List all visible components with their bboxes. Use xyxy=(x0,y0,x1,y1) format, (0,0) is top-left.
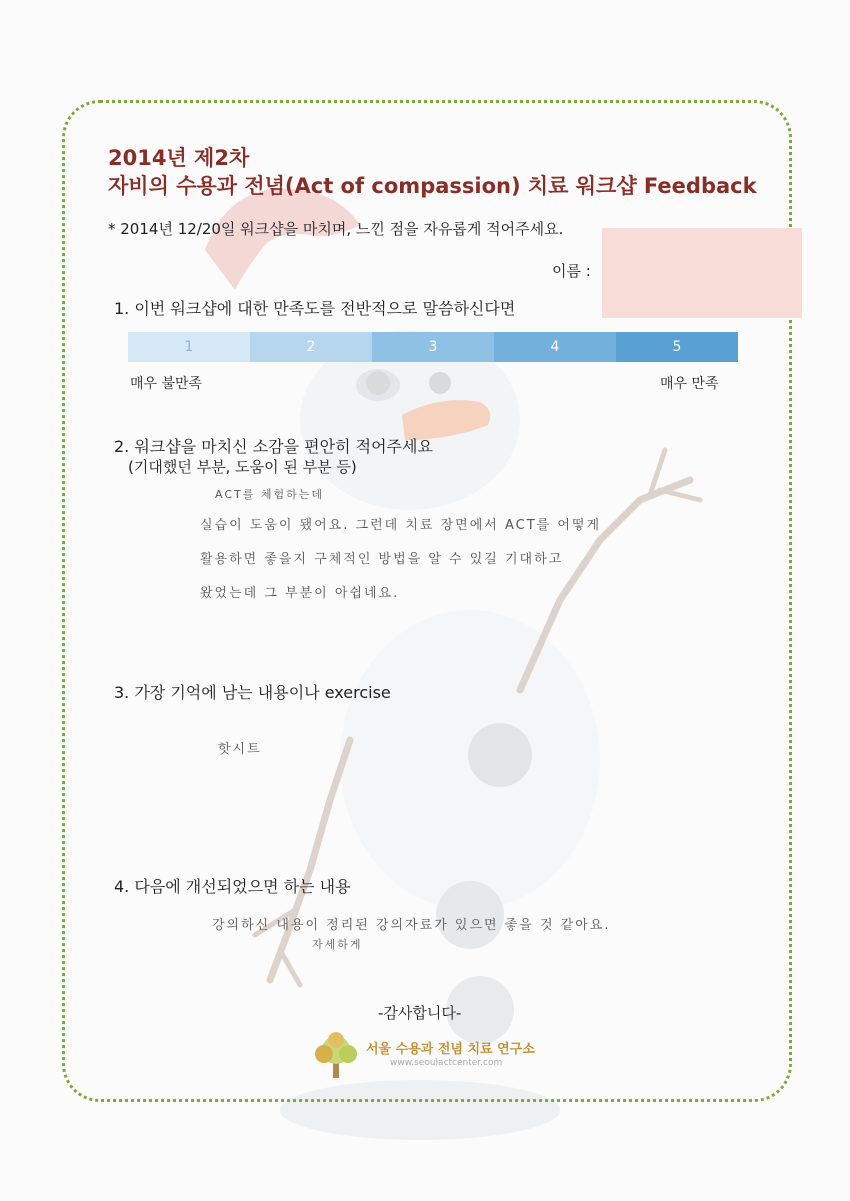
scale-option-4: 4 xyxy=(494,332,616,362)
scale-option-2: 2 xyxy=(250,332,372,362)
scale-right-label: 매우 만족 xyxy=(660,376,719,392)
name-label: 이름 : xyxy=(552,262,591,280)
question-4: 4. 다음에 개선되었으면 하는 내용 xyxy=(114,877,351,896)
scale-option-3: 3 xyxy=(372,332,494,362)
organization-name: 서울 수용과 전념 치료 연구소 xyxy=(366,1042,535,1057)
handwritten-answer-2-line2: 활용하면 좋을지 구체적인 방법을 알 수 있길 기대하고 xyxy=(200,552,564,567)
handwritten-answer-2-line3: 왔었는데 그 부분이 아쉽네요. xyxy=(200,586,400,601)
thank-you-text: -감사합니다- xyxy=(378,1004,462,1022)
satisfaction-scale xyxy=(128,332,738,362)
handwritten-answer-3: 핫시트 xyxy=(218,742,262,757)
handwritten-answer-4-insert: 자세하게 xyxy=(312,938,363,951)
question-2: 2. 워크샵을 마치신 소감을 편안히 적어주세요 xyxy=(114,437,433,456)
form-title-line2: 자비의 수용과 전념(Act of compassion) 치료 워크샵 Feedback xyxy=(108,174,757,198)
question-1: 1. 이번 워크샵에 대한 만족도를 전반적으로 말씀하신다면 xyxy=(114,299,516,318)
name-redaction-box xyxy=(602,228,802,318)
scale-option-5: 5 xyxy=(616,332,738,362)
form-instructions: * 2014년 12/20일 워크샵을 마치며, 느낀 점을 자유롭게 적어주세요. xyxy=(108,220,564,238)
question-3: 3. 가장 기억에 남는 내용이나 exercise xyxy=(114,683,391,702)
handwritten-answer-2-line1: 실습이 도움이 됐어요. 그런데 치료 장면에서 ACT를 어떻게 xyxy=(200,518,602,533)
form-title-line1: 2014년 제2차 xyxy=(108,146,250,170)
scale-left-label: 매우 불만족 xyxy=(130,376,203,392)
question-2-hint: (기대했던 부분, 도움이 된 부분 등) xyxy=(128,458,357,476)
handwritten-answer-2-insert: ACT를 체험하는데 xyxy=(215,488,324,501)
tree-logo-icon xyxy=(306,1030,366,1080)
handwritten-answer-4-line1: 강의하신 내용이 정리된 강의자료가 있으면 좋을 것 같아요. xyxy=(212,918,611,933)
scale-option-1: 1 xyxy=(128,332,250,362)
organization-url: www.seoulactcenter.com xyxy=(390,1058,503,1068)
